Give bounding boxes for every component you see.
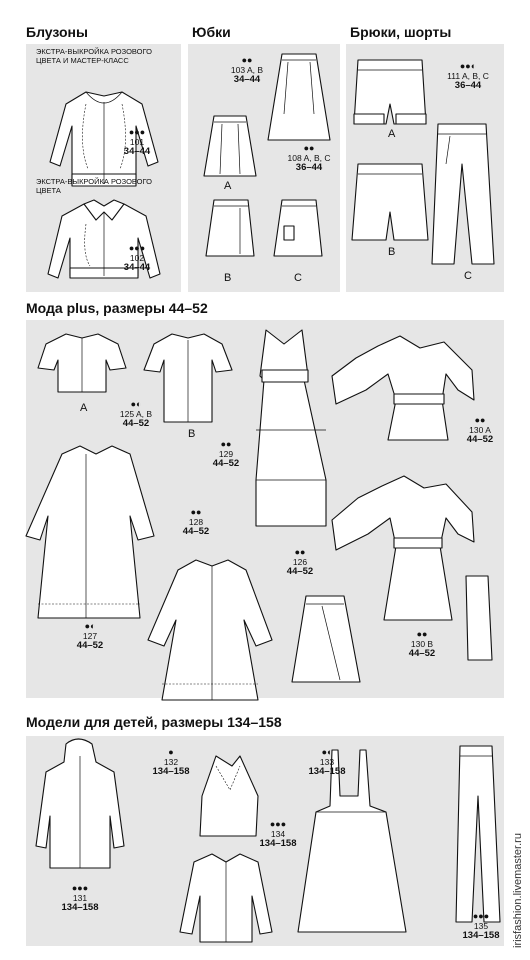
size-range: 34–44 [123, 262, 151, 274]
garment-130-b [332, 476, 474, 620]
difficulty-dots: ●● [241, 55, 253, 65]
size-range: 44–52 [212, 458, 240, 470]
size-range: 134–158 [152, 766, 190, 778]
label-103 [222, 56, 272, 86]
label-111 [438, 62, 498, 92]
label-127 [66, 622, 114, 652]
garment-128 [148, 560, 272, 700]
model-number: 128 [188, 516, 204, 527]
model-number: 101 [129, 136, 145, 147]
garment-131 [36, 739, 124, 868]
garment-126 [292, 596, 360, 682]
section-title-kids: Модели для детей, размеры 134–158 [26, 714, 282, 730]
section-title-skirts: Юбки [192, 24, 231, 40]
difficulty-dots: ●◐ [84, 621, 96, 631]
note-extra-2: ЭКСТРА-ВЫКРОЙКА РОЗОВОГО ЦВЕТА [36, 177, 152, 195]
garment-134 [180, 854, 272, 942]
difficulty-dots: ●● [416, 629, 428, 639]
garment-135 [456, 746, 500, 922]
size-range: 44–52 [408, 648, 436, 660]
model-number: 111 A, B, C [447, 70, 489, 81]
difficulty-dots: ●●● [128, 127, 146, 137]
label-132 [146, 748, 196, 778]
garment-130-scarf [466, 576, 492, 660]
size-range: 44–52 [76, 640, 104, 652]
size-range: 44–52 [122, 418, 150, 430]
label-129 [202, 440, 250, 470]
size-range: 134–158 [308, 766, 346, 778]
panel-kids [26, 736, 504, 946]
model-number: 129 [218, 448, 234, 459]
difficulty-dots: ●●● [128, 243, 146, 253]
watermark: irisfashion.livemaster.ru [512, 833, 524, 948]
size-range: 34–44 [233, 74, 261, 86]
difficulty-dots: ●●● [472, 911, 490, 921]
model-number: 125 A, B [119, 408, 153, 419]
model-number: 108 A, B, C [287, 152, 331, 163]
label-135 [458, 912, 504, 942]
garment-111-a [354, 60, 426, 124]
difficulty-dots: ●● [294, 547, 306, 557]
label-128 [172, 508, 220, 538]
model-number: 126 [292, 556, 308, 567]
model-number: 127 [82, 630, 98, 641]
garment-130-a [332, 336, 474, 440]
size-range: 44–52 [182, 526, 210, 538]
variant-label: B [388, 246, 396, 258]
panel-skirts [188, 44, 340, 292]
note-extra-1: ЭКСТРА-ВЫКРОЙКА РОЗОВОГО ЦВЕТА И МАСТЕР-КЛАСС [36, 47, 152, 65]
label-126 [276, 548, 324, 578]
label-101 [112, 128, 162, 158]
label-131 [54, 884, 106, 914]
garment-108-b [206, 200, 254, 256]
section-title-pants: Брюки, шорты [350, 24, 452, 40]
label-102 [112, 244, 162, 274]
garment-129 [256, 330, 326, 526]
size-range: 134–158 [259, 838, 297, 850]
garment-111-c [432, 124, 494, 264]
garment-127 [26, 446, 154, 618]
difficulty-dots: ●● [303, 143, 315, 153]
model-number: 131 [72, 892, 88, 903]
difficulty-dots: ●◐ [130, 399, 142, 409]
model-number: 130 A [469, 424, 491, 435]
difficulty-dots: ●● [190, 507, 202, 517]
model-number: 135 [473, 920, 489, 931]
variant-label: A [388, 128, 396, 140]
garment-108-c [274, 200, 322, 256]
size-range: 36–44 [454, 80, 482, 92]
section-title-plus: Мода plus, размеры 44–52 [26, 300, 208, 316]
difficulty-dots: ● [168, 747, 174, 757]
model-number: 132 [163, 756, 179, 767]
size-range: 134–158 [61, 902, 99, 914]
label-130a [456, 416, 504, 446]
size-range: 44–52 [466, 434, 494, 446]
model-number: 103 A, B [230, 64, 264, 75]
garment-103-long [268, 54, 330, 140]
section-title-blouses: Блузоны [26, 24, 88, 40]
label-134 [252, 820, 304, 850]
model-number: 134 [270, 828, 286, 839]
difficulty-dots: ●●◐ [459, 61, 477, 71]
garment-132 [200, 756, 258, 836]
panel-plus [26, 320, 504, 698]
label-130b [398, 630, 446, 660]
variant-label: B [188, 428, 196, 440]
size-range: 34–44 [123, 146, 151, 158]
difficulty-dots: ●●● [269, 819, 287, 829]
panel-blouses [26, 44, 181, 292]
panel-pants [346, 44, 504, 292]
difficulty-dots: ●●● [71, 883, 89, 893]
garment-103-a [204, 116, 256, 176]
garment-125-a [38, 334, 126, 392]
variant-label: A [224, 180, 232, 192]
variant-label: C [294, 272, 302, 284]
difficulty-dots: ●◐ [321, 747, 333, 757]
size-range: 134–158 [462, 930, 500, 942]
difficulty-dots: ●● [220, 439, 232, 449]
variant-label: C [464, 270, 472, 282]
label-108 [280, 144, 338, 174]
model-number: 130 B [410, 638, 434, 649]
label-125 [110, 400, 162, 430]
variant-label: B [224, 272, 232, 284]
model-number: 102 [129, 252, 145, 263]
size-range: 44–52 [286, 566, 314, 578]
variant-label: A [80, 402, 88, 414]
model-number: 133 [319, 756, 335, 767]
label-133 [300, 748, 354, 778]
garment-111-b [352, 164, 428, 240]
size-range: 36–44 [295, 162, 323, 174]
difficulty-dots: ●● [474, 415, 486, 425]
